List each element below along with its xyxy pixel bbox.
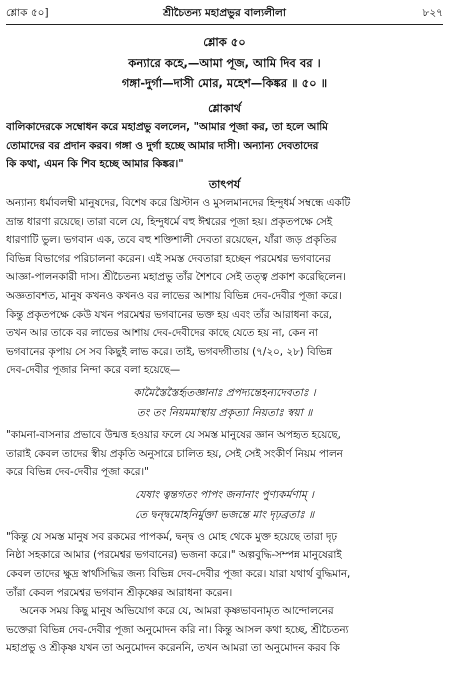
purport-heading: তাৎপর্য (208, 178, 241, 191)
header-title: শ্রীচৈতন্য মহাপ্রভুর বাল্যলীলা (163, 7, 286, 19)
purport-paragraph (6, 528, 443, 602)
purport-block (6, 176, 443, 658)
text-line: অন্যান্য ধর্মাবলম্বী মানুষদের, বিশেষ করে খ্রিস্টান ও মুসলমানদের হিন্দুধর্ম সম্বন্ধে একটি (6, 197, 351, 209)
translation-heading: শ্লোকার্থ (208, 102, 241, 115)
translation-line: বালিকাদেরকে সম্বোধন করে মহাপ্রভু বললেন, "আমার পূজা কর, তা হলে আমি (6, 121, 328, 133)
translation-line: তোমাদের বর প্রদান করব। গঙ্গা ও দুর্গা হচ্ছে আমার দাসী। অন্যান্য দেবতাদের (6, 139, 319, 152)
text-line: করে বিভিন্ন দেব-দেবীর পূজা করে।" (6, 466, 149, 479)
text-line: কিন্তু প্রকৃতপক্ষে কেউ যখন পরমেশ্বর ভগবানের ভক্ত হয় এবং তাঁর আরাধনা করে, (6, 308, 333, 321)
sanskrit-line: তং তং নিয়মমাস্থায় প্রকৃত্যা নিয়তাঃ স্বয়া ॥ (136, 406, 313, 419)
text-line: ভক্তেরা বিভিন্ন দেব-দেবীর পূজা অনুমোদন করি না। কিন্তু আসল কথা হচ্ছে, শ্রীচৈতন্য (6, 623, 349, 636)
text-line: "কিন্তু যে সমস্ত মানুষ সব রকমের পাপকর্ম, দ্বন্দ্ব ও মোহ থেকে মুক্ত হয়েছে তারা দৃঢ় (6, 530, 337, 543)
purport-paragraph (6, 194, 443, 380)
text-line: "কামনা-বাসনার প্রভাবে উন্মত্ত হওয়ার ফলে যে সমস্ত মানুষের জ্ঞান অপহৃত হয়েছে, (6, 428, 341, 441)
text-line: মহাপ্রভু ও শ্রীকৃষ্ণ যখন তা অনুমোদন করেননি, তখন আমরা তা অনুমোদন করব কি (6, 642, 340, 655)
text-line: ভ্রান্ত ধারণা রয়েছে। তারা বলে যে, হিন্দুধর্মে বহু ঈশ্বরের পূজা হয়। প্রকৃতপক্ষে সেই (6, 215, 333, 228)
text-line: বিভিন্ন বিভাগের পরিচালনা করেন। এই সমস্ত দেবতারা হচ্ছেন পরমেশ্বর ভগবানের (6, 252, 331, 265)
text-line: কেবল তাদের ক্ষুদ্র স্বার্থসিদ্ধির জন্য বিভিন্ন দেব-দেবীর পূজা করে। যারা যথার্থ বুদ্ধিমান, (6, 567, 351, 580)
running-header (6, 4, 443, 22)
text-line: তাঁরা কেবল পরমেশ্বর ভগবান শ্রীকৃষ্ণের আরাধনা করেন। (6, 586, 233, 599)
page-number: ৮২৭ (422, 7, 443, 19)
header-divider (6, 24, 443, 25)
text-line: ধারণাটি ভুল। ভগবান এক, তবে বহু শক্তিশালী দেবতা রয়েছেন, যাঁরা জড় প্রকৃতির (6, 234, 337, 247)
text-line: ভগবানের কৃপায় সে সব কিছুই লাভ করে। তাই, ভগবদ্গীতায় (৭/২০, ২৮) বিভিন্ন (6, 345, 333, 358)
text-line: অনেক সময় কিছু মানুষ অভিযোগ করে যে, আমরা কৃষ্ণভাবনামৃত আন্দোলনের (20, 605, 334, 618)
sanskrit-quote (6, 383, 443, 423)
header-verse-ref: শ্লোক ৫০] (6, 7, 49, 19)
translation-line: কি কথা, এমন কি শিব হচ্ছে আমার কিঙ্কর।" (6, 158, 184, 171)
text-line: নিষ্ঠা সহকারে আমার (পরমেশ্বর ভগবানের) ভজনা করে।" অল্পবুদ্ধি-সম্পন্ন মানুষেরাই (6, 549, 342, 562)
text-line: তখন আর তাকে বর লাভের আশায় দেব-দেবীদের কাছে যেতে হয় না, কেন না (6, 327, 318, 340)
verse-block (6, 34, 443, 93)
sanskrit-quote (6, 485, 443, 525)
sanskrit-line: যেষাং ত্বন্তগতং পাপং জনানাং পুণ্যকর্মণাম্ । (135, 488, 314, 501)
purport-paragraph (6, 426, 443, 482)
verse-line: কন্যারে কহে,—আমা পূজ, আমি দিব বর । (128, 56, 321, 70)
text-line: অজ্ঞতাবশত, মানুষ কখনও কখনও বর লাভের আশায় বিভিন্ন দেব-দেবীর পূজা করে। (6, 289, 342, 302)
text-line: তারাই কেবল তাদের স্বীয় প্রকৃতি অনুসারে চালিত হয়, সেই সেই সংকীর্ণ নিয়ম পালন (6, 447, 343, 460)
purport-paragraph (6, 602, 443, 658)
text-line: দেব-দেবীর পূজার নিন্দা করে বলা হয়েছে— (6, 364, 181, 377)
verse-heading: শ্লোক ৫০ (203, 35, 246, 49)
sanskrit-line: কামৈস্তৈস্তৈর্হৃতজ্ঞানাঃ প্রপদ্যন্তেহন্যদেবতাঃ । (133, 386, 316, 399)
verse-line: গঙ্গা-দুর্গা—দাসী মোর, মহেশ—কিঙ্কর ॥ ৫০ ॥ (121, 76, 328, 90)
translation-block (6, 100, 443, 174)
text-line: আজ্ঞা-পালনকারী দাস। শ্রীচৈতন্য মহাপ্রভু তাঁর শৈশবে সেই তত্ত্ব প্রকাশ করেছিলেন। (6, 271, 346, 284)
sanskrit-line: তে দ্বন্দ্বমোহনির্মুক্তা ভজন্তে মাং দৃঢ়ব্রতাঃ ॥ (134, 508, 315, 521)
